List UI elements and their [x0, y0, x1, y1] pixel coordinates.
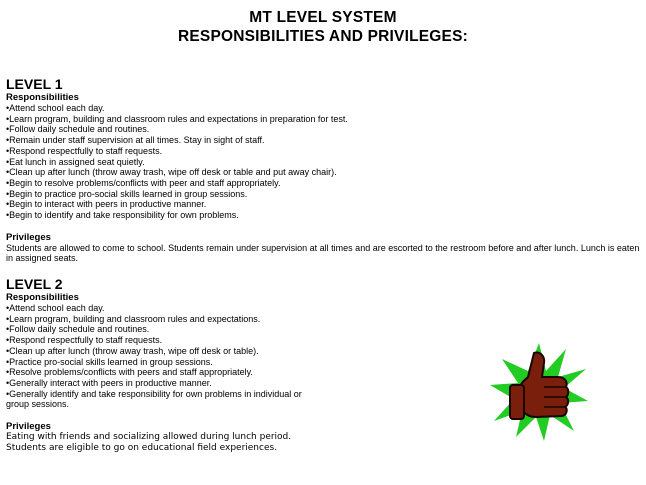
list-item: •Attend school each day. — [6, 303, 105, 313]
level-1-responsibilities-list — [6, 103, 641, 221]
list-item: •Learn program, building and classroom rules and expectations in preparation for test. — [6, 113, 348, 124]
title-line-2: RESPONSIBILITIES AND PRIVILEGES: — [177, 28, 469, 45]
list-item: •Eat lunch in assigned seat quietly. — [6, 156, 145, 167]
list-item: •Practice pro-social skills learned in group sessions. — [6, 356, 213, 367]
level-1-heading: LEVEL 1 — [6, 76, 63, 92]
level-2-privileges — [6, 421, 302, 454]
thumbs-up-icon — [488, 341, 590, 443]
list-item: •Respond respectfully to staff requests. — [6, 145, 163, 156]
level-2-privileges-line: Students are eligible to go on educational field experiences. — [6, 443, 278, 454]
level-2-responsibilities-label: Responsibilities — [6, 292, 79, 303]
level-2-responsibilities-list — [6, 303, 302, 410]
level-1-responsibilities-label: Responsibilities — [6, 92, 79, 103]
level-2-privileges-line: Eating with friends and socializing allowed during lunch period. — [6, 432, 292, 443]
list-item: •Follow daily schedule and routines. — [6, 124, 150, 135]
list-item: •Resolve problems/conflicts with peers and staff appropriately. — [6, 367, 253, 378]
list-item: •Clean up after lunch (throw away trash, wipe off desk or table and put away chair). — [6, 167, 337, 178]
level-1-section — [6, 77, 641, 264]
level-2-heading: LEVEL 2 — [6, 276, 63, 292]
document-title — [0, 8, 646, 46]
level-2-privileges-label: Privileges — [6, 421, 51, 433]
list-item: •Learn program, building and classroom rules and expectations. — [6, 313, 261, 324]
list-item: group sessions. — [6, 399, 70, 410]
level-1-privileges-label: Privileges — [6, 231, 51, 243]
level-1-privileges-text: Students are allowed to come to school. Students remain under supervision at all times and are escorted to the restroom before and after lunch. Lunch is eaten in assigned seats. — [6, 242, 640, 264]
list-item: •Clean up after lunch (throw away trash, wipe off desk or table). — [6, 345, 259, 356]
list-item: •Generally interact with peers in productive manner. — [6, 377, 212, 388]
list-item: •Attend school each day. — [6, 103, 105, 113]
list-item: •Follow daily schedule and routines. — [6, 324, 150, 335]
list-item: •Generally identify and take responsibility for own problems in individual or — [6, 388, 302, 399]
list-item: •Begin to practice pro-social skills learned in group sessions. — [6, 188, 248, 199]
list-item: •Begin to interact with peers in productive manner. — [6, 199, 207, 210]
level-2-section — [6, 277, 302, 454]
list-item: •Remain under staff supervision at all times. Stay in sight of staff. — [6, 135, 265, 146]
list-item: •Begin to identify and take responsibility for own problems. — [6, 210, 239, 221]
list-item: •Respond respectfully to staff requests. — [6, 335, 163, 346]
title-line-1: MT LEVEL SYSTEM — [249, 9, 397, 26]
list-item: •Begin to resolve problems/conflicts with peer and staff appropriately. — [6, 177, 281, 188]
